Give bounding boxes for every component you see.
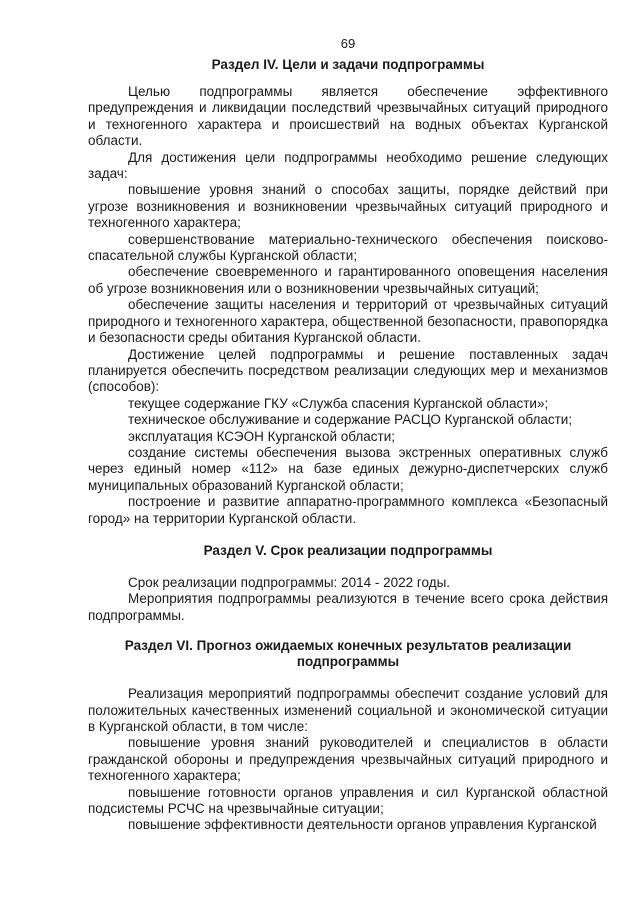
section-5-body: [88, 575, 608, 624]
list-item: повышение эффективности деятельности органов управления Курганской: [128, 817, 597, 833]
list-item: повышение уровня знаний руководителей и специалистов в области гражданской обороны и предупреждения чрезвычайных ситуаций природного и техногенного характера;: [88, 735, 608, 784]
section-4-body: [88, 84, 608, 527]
list-item: построение и развитие аппаратно-программного комплекса «Безопасный город» на территории Курганской области.: [88, 494, 608, 526]
section-6-body: [88, 686, 608, 834]
list-item: совершенствование материально-технического обеспечения поисково-спасательной службы Курганской области;: [88, 231, 608, 264]
list-item: повышение готовности органов управления и сил Курганской областной подсистемы РСЧС на чрезвычайные ситуации;: [88, 784, 608, 817]
section-4-title: Раздел IV. Цели и задачи подпрограммы: [211, 57, 485, 72]
paragraph: Достижение целей подпрограммы и решение поставленных задач планируется обеспечить посредством реализации следующих мер и механизмов (способов):: [88, 346, 608, 395]
paragraph: Для достижения цели подпрограммы необходимо решение следующих задач:: [88, 149, 608, 182]
paragraph: Реализация мероприятий подпрограммы обеспечит создание условий для положительных качественных изменений социальной и экономической ситуации в Курганской области, в том числе:: [88, 686, 608, 734]
list-item: повышение уровня знаний о способах защиты, порядке действий при угрозе возникновения и возникновении чрезвычайных ситуаций природного и техногенного характера;: [88, 182, 608, 231]
list-item: техническое обслуживание и содержание РАСЦО Курганской области;: [128, 412, 573, 428]
section-6-title: [88, 638, 608, 670]
list-item: обеспечение защиты населения и территорий от чрезвычайных ситуаций природного и техногенного характера, общественной безопасности, правопорядка и безопасности среды обитания Курганской области.: [88, 297, 608, 346]
section-6-title-line-1: Раздел VI. Прогноз ожидаемых конечных результатов реализации: [124, 638, 572, 654]
list-item: текущее содержание ГКУ «Служба спасения Курганской области»;: [128, 395, 549, 411]
list-item: эксплуатация КСЭОН Курганской области;: [128, 428, 395, 444]
section-6-title-line-2: подпрограммы: [296, 654, 400, 670]
paragraph: Целью подпрограммы является обеспечение эффективного предупреждения и ликвидации последствий чрезвычайных ситуаций природного и техногенного характера и происшествий на водных объектах Курганской области.: [88, 84, 608, 149]
section-5-title: Раздел V. Срок реализации подпрограммы: [203, 542, 493, 558]
paragraph: Мероприятия подпрограммы реализуются в течение всего срока действия подпрограммы.: [88, 591, 608, 623]
paragraph: Срок реализации подпрограммы: 2014 - 2022 годы.: [128, 574, 451, 590]
list-item: создание системы обеспечения вызова экстренных оперативных служб через единый номер «112» на базе единых дежурно-диспетчерских служб муниципальных образований Курганской области;: [88, 444, 608, 493]
list-item: обеспечение своевременного и гарантированного оповещения населения об угрозе возникновения или о возникновении чрезвычайных ситуаций;: [88, 264, 608, 296]
page-number: 69: [340, 36, 356, 51]
